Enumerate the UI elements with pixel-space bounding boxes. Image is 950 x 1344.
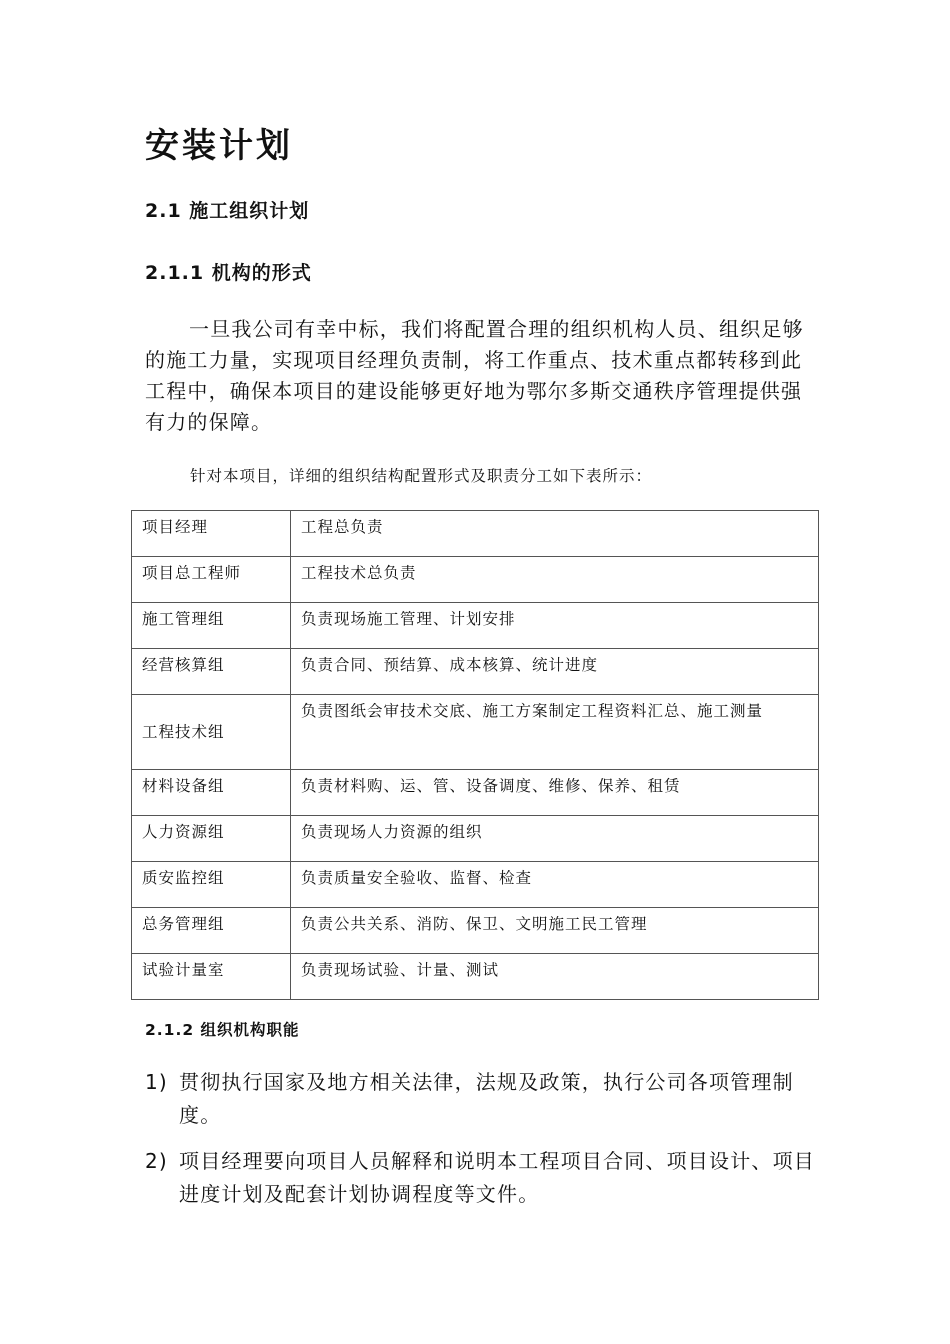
table-row bbox=[132, 511, 819, 557]
table-row bbox=[132, 816, 819, 862]
duty-cell: 负责质量安全验收、监督、检查 bbox=[291, 862, 819, 908]
role-cell: 总务管理组 bbox=[132, 908, 291, 954]
section-heading: 2.1 施工组织计划 bbox=[145, 200, 310, 222]
duty-cell: 负责材料购、运、管、设备调度、维修、保养、租赁 bbox=[291, 770, 819, 816]
duty-cell: 负责现场试验、计量、测试 bbox=[291, 954, 819, 1000]
table-row bbox=[132, 603, 819, 649]
list-item-text: 贯彻执行国家及地方相关法律，法规及政策，执行公司各项管理制度。 bbox=[179, 1070, 794, 1127]
role-cell: 施工管理组 bbox=[132, 603, 291, 649]
table-row bbox=[132, 649, 819, 695]
role-cell: 项目总工程师 bbox=[132, 557, 291, 603]
org-structure-table bbox=[131, 510, 819, 1000]
subsection-heading-functions: 2.1.2 组织机构职能 bbox=[145, 1021, 300, 1039]
table-row bbox=[132, 954, 819, 1000]
list-item-text: 项目经理要向项目人员解释和说明本工程项目合同、项目设计、项目进度计划及配套计划协调程度等文件。 bbox=[179, 1149, 815, 1206]
functions-list bbox=[145, 1066, 815, 1224]
list-item bbox=[145, 1066, 815, 1132]
duty-cell: 负责现场人力资源的组织 bbox=[291, 816, 819, 862]
intro-paragraph: 一旦我公司有幸中标，我们将配置合理的组织机构人员、组织足够的施工力量，实现项目经理负责制，将工作重点、技术重点都转移到此工程中，确保本项目的建设能够更好地为鄂尔多斯交通秩序管理提供强有力的保障。 bbox=[145, 317, 804, 434]
role-cell: 材料设备组 bbox=[132, 770, 291, 816]
role-cell: 人力资源组 bbox=[132, 816, 291, 862]
duty-cell: 工程总负责 bbox=[291, 511, 819, 557]
duty-cell: 负责现场施工管理、计划安排 bbox=[291, 603, 819, 649]
role-cell: 试验计量室 bbox=[132, 954, 291, 1000]
duty-cell: 负责公共关系、消防、保卫、文明施工民工管理 bbox=[291, 908, 819, 954]
role-cell: 质安监控组 bbox=[132, 862, 291, 908]
table-row bbox=[132, 908, 819, 954]
role-cell: 工程技术组 bbox=[132, 695, 291, 770]
subsection-heading: 2.1.1 机构的形式 bbox=[145, 262, 312, 284]
duty-cell: 负责图纸会审技术交底、施工方案制定工程资料汇总、施工测量 bbox=[291, 695, 819, 770]
table-caption: 针对本项目，详细的组织结构配置形式及职责分工如下表所示： bbox=[190, 467, 653, 485]
list-item bbox=[145, 1145, 815, 1211]
table-row bbox=[132, 770, 819, 816]
role-cell: 经营核算组 bbox=[132, 649, 291, 695]
duty-cell: 工程技术总负责 bbox=[291, 557, 819, 603]
list-number: 1) bbox=[145, 1070, 168, 1094]
table-row bbox=[132, 557, 819, 603]
duty-cell: 负责合同、预结算、成本核算、统计进度 bbox=[291, 649, 819, 695]
table-row bbox=[132, 695, 819, 770]
table-row bbox=[132, 862, 819, 908]
role-cell: 项目经理 bbox=[132, 511, 291, 557]
list-number: 2) bbox=[145, 1149, 168, 1173]
page-title: 安装计划 bbox=[145, 126, 293, 166]
